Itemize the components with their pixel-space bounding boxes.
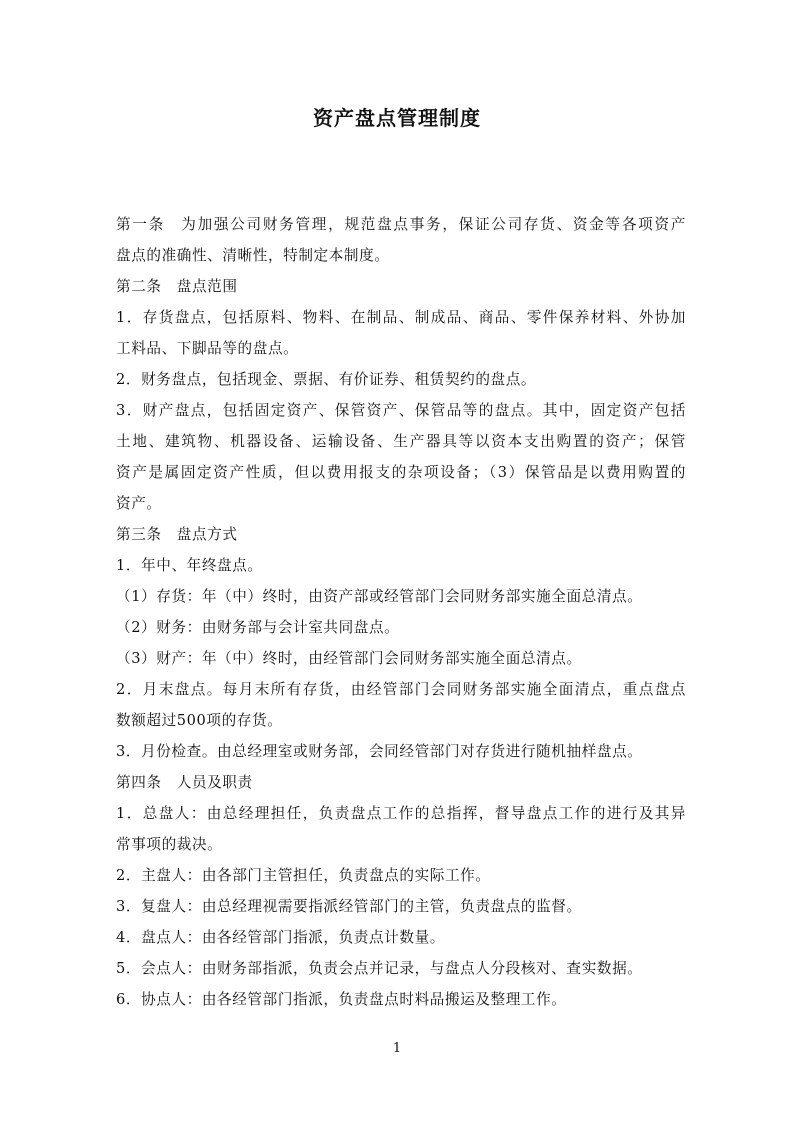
text-line: 资产是属固定资产性质，但以费用报支的杂项设备；（3）保管品是以费用购置的 [116, 464, 686, 481]
text-line: 2．主盘人：由各部门主管担任，负责盘点的实际工作。 [116, 867, 491, 884]
text-line: 6．协点人：由各经管部门指派，负责盘点时料品搬运及整理工作。 [116, 991, 567, 1008]
text-line: （3）财产：年（中）终时，由经管部门会同财务部实施全面总清点。 [116, 650, 582, 667]
text-line: 2．财务盘点，包括现金、票据、有价证券、租赁契约的盘点。 [116, 371, 537, 388]
text-line: 土地、建筑物、机器设备、运输设备、生产器具等以资本支出购置的资产；保管 [116, 433, 686, 450]
page-number: 1 [392, 1041, 402, 1056]
text-line: 5．会点人：由财务部指派，负责会点并记录，与盘点人分段核对、查实数据。 [116, 960, 643, 977]
section-heading: 第二条 盘点范围 [116, 278, 238, 295]
text-line: 4．盘点人：由各经管部门指派，负责点计数量。 [116, 929, 445, 946]
text-line: 3．财产盘点，包括固定资产、保管资产、保管品等的盘点。其中，固定资产包括 [116, 402, 686, 419]
text-line: 工料品、下脚品等的盘点。 [116, 340, 299, 357]
text-line: 3．月份检查。由总经理室或财务部，会同经管部门对存货进行随机抽样盘点。 [116, 743, 643, 760]
document-body [116, 209, 686, 1015]
text-line: 2．月末盘点。每月末所有存货，由经管部门会同财务部实施全面清点，重点盘点 [116, 681, 686, 698]
text-line: 3．复盘人：由总经理视需要指派经管部门的主管，负责盘点的监督。 [116, 898, 582, 915]
text-line: （1）存货：年（中）终时，由资产部或经管部门会同财务部实施全面总清点。 [116, 588, 643, 605]
text-line: 数额超过500项的存货。 [116, 712, 283, 729]
text-line: 1．总盘人：由总经理担任，负责盘点工作的总指挥，督导盘点工作的进行及其异 [116, 805, 686, 822]
text-line: 盘点的准确性、清晰性，特制定本制度。 [116, 247, 390, 264]
section-heading: 第四条 人员及职责 [116, 774, 253, 791]
text-line: 1．存货盘点，包括原料、物料、在制品、制成品、商品、零件保养材料、外协加 [116, 309, 686, 326]
text-line: 1．年中、年终盘点。 [116, 557, 263, 574]
text-line: 常事项的裁决。 [116, 836, 223, 853]
text-line: 第一条 为加强公司财务管理，规范盘点事务，保证公司存货、资金等各项资产 [116, 216, 686, 233]
document-title: 资产盘点管理制度 [313, 106, 481, 130]
text-line: 资产。 [116, 495, 162, 512]
text-line: （2）财务：由财务部与会计室共同盘点。 [116, 619, 400, 636]
section-heading: 第三条 盘点方式 [116, 526, 238, 543]
